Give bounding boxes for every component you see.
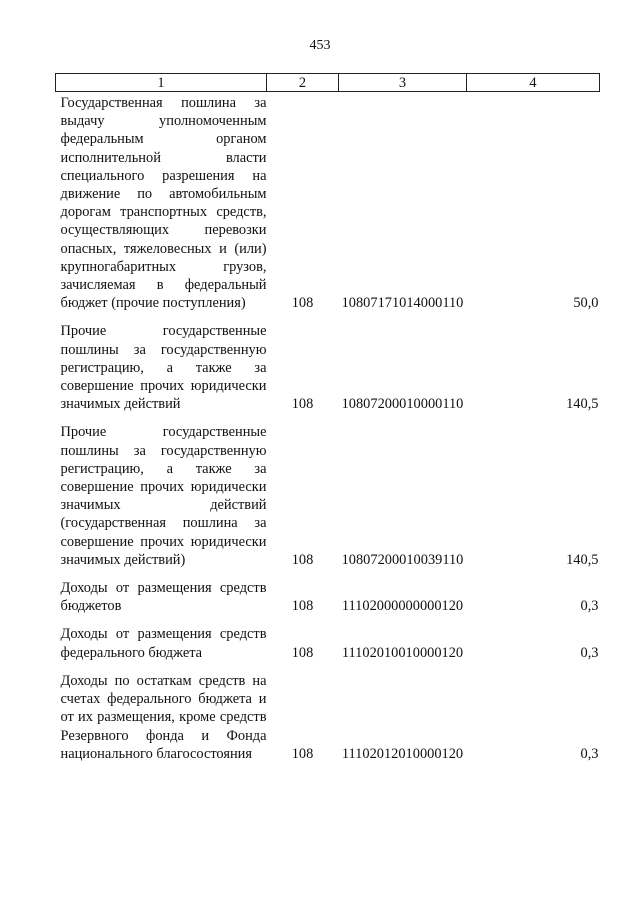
column-header-1: 1 bbox=[56, 74, 267, 92]
column-header-3: 3 bbox=[339, 74, 467, 92]
revenue-name: Доходы от размещения средств федерального бюджета bbox=[60, 626, 267, 661]
revenue-name: Доходы по остаткам средств на счетах федерального бюджета и от их размещения, кроме средств Резервного фонда и Фонда национального благосостояния bbox=[60, 672, 267, 762]
column-2-value: 108 bbox=[291, 745, 314, 762]
classification-code: 10807200010000110 bbox=[341, 396, 464, 413]
amount-value: 140,5 bbox=[566, 396, 599, 413]
revenue-name: Доходы от размещения средств бюджетов bbox=[60, 580, 267, 615]
column-2-value: 108 bbox=[291, 396, 314, 413]
page-number: 453 bbox=[309, 38, 331, 53]
table-row bbox=[56, 92, 600, 323]
classification-code: 11102012010000120 bbox=[341, 745, 464, 762]
amount-value: 0,3 bbox=[580, 745, 599, 762]
column-2-value: 108 bbox=[291, 598, 314, 615]
column-header-2: 2 bbox=[267, 74, 339, 92]
classification-code: 10807200010039110 bbox=[341, 551, 464, 568]
table-row bbox=[56, 625, 600, 671]
table-row bbox=[56, 672, 600, 773]
table-row bbox=[56, 322, 600, 423]
table-row bbox=[56, 579, 600, 625]
revenue-name: Государственная пошлина за выдачу уполномоченным федеральным органом исполнительной власти специального разрешения на движение по автомобильным дорогам транспортных средств, осуществляющих перевозки опасных, тяжеловесных и (или) крупногабаритных грузов, зачисляемая в федеральный бюджет (прочие поступления) bbox=[60, 95, 267, 312]
classification-code: 11102010010000120 bbox=[341, 644, 464, 661]
table-header-row bbox=[56, 74, 600, 92]
column-header-4: 4 bbox=[467, 74, 600, 92]
amount-value: 140,5 bbox=[566, 551, 599, 568]
classification-code: 10807171014000110 bbox=[341, 295, 464, 312]
amount-value: 50,0 bbox=[573, 295, 599, 312]
revenue-name: Прочие государственные пошлины за государственную регистрацию, а также за совершение прочих юридически значимых действий (государственная пошлина за совершение прочих юридически значимых действий) bbox=[60, 424, 267, 568]
column-2-value: 108 bbox=[291, 551, 314, 568]
amount-value: 0,3 bbox=[580, 644, 599, 661]
revenue-table bbox=[55, 73, 600, 773]
column-2-value: 108 bbox=[291, 295, 314, 312]
amount-value: 0,3 bbox=[580, 598, 599, 615]
column-2-value: 108 bbox=[291, 644, 314, 661]
table-row bbox=[56, 423, 600, 579]
classification-code: 11102000000000120 bbox=[341, 598, 464, 615]
revenue-name: Прочие государственные пошлины за государственную регистрацию, а также за совершение прочих юридически значимых действий bbox=[60, 323, 267, 413]
